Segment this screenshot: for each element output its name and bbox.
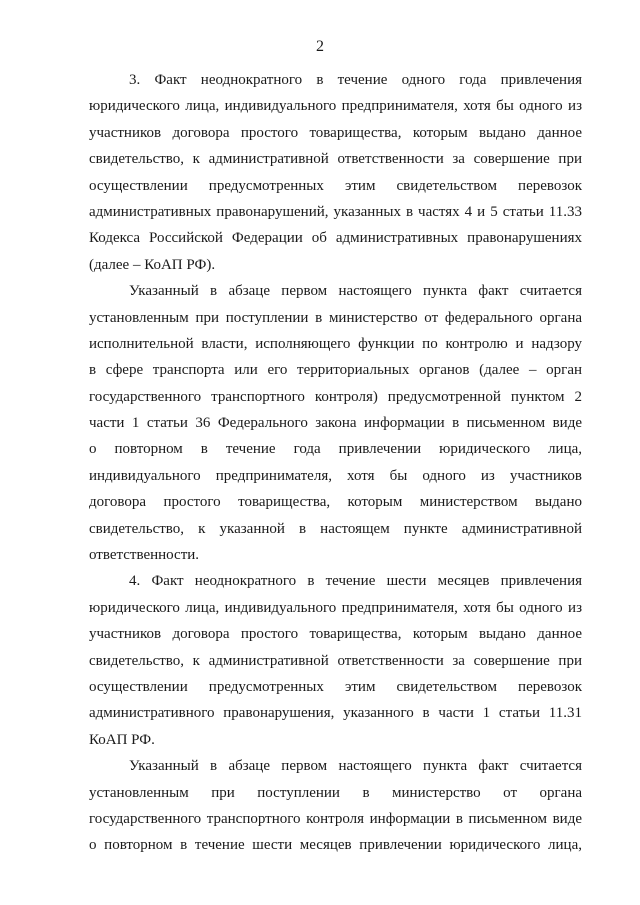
text-line: о повторном в течение шести месяцев привлечении юридического лица, [89, 837, 582, 854]
text-line: осуществлении предусмотренных этим свидетельством перевозок [89, 177, 582, 194]
text-line: о повторном в течение года привлечении юридического лица, [89, 441, 582, 458]
text-line: осуществлении предусмотренных этим свидетельством перевозок [89, 678, 582, 695]
text-line: 4. Факт неоднократного в течение шести месяцев привлечения [129, 573, 582, 590]
text-line: КоАП РФ. [89, 731, 155, 748]
text-line: свидетельство, к указанной в настоящем пункте административной [89, 520, 582, 537]
text-line: юридического лица, индивидуального предпринимателя, хотя бы одного из [89, 599, 582, 616]
paragraph-item-3 [89, 67, 582, 278]
text-line: 3. Факт неоднократного в течение одного года привлечения [129, 72, 582, 88]
paragraph-item-4-clarification [89, 753, 582, 859]
text-line: установленным при поступлении в министерство от федерального органа [89, 309, 582, 326]
text-line: участников договора простого товарищества, которым выдано данное [89, 626, 582, 643]
text-line: Указанный в абзаце первом настоящего пункта факт считается [129, 758, 582, 775]
text-line: договора простого товарищества, которым министерством выдано [89, 494, 582, 511]
text-line: установленным при поступлении в министерство от органа [89, 784, 582, 801]
document-body [89, 67, 582, 859]
text-line: юридического лица, индивидуального предпринимателя, хотя бы одного из [89, 98, 582, 115]
text-line: ответственности. [89, 547, 200, 564]
text-line: государственного транспортного контроля информации в письменном виде [89, 810, 582, 827]
text-line: свидетельство, к административной ответственности за совершение при [89, 151, 582, 168]
text-line: в сфере транспорта или его территориальных органов (далее – орган [89, 362, 582, 379]
text-line: части 1 статьи 36 Федерального закона информации в письменном виде [89, 415, 582, 432]
text-line: государственного транспортного контроля) предусмотренной пунктом 2 [89, 388, 582, 405]
text-line: административных правонарушений, указанных в частях 4 и 5 статьи 11.33 [89, 203, 582, 220]
text-line: индивидуального предпринимателя, хотя бы одного из участников [89, 467, 582, 484]
paragraph-item-3-clarification [89, 278, 582, 568]
text-line: исполнительной власти, исполняющего функции по контролю и надзору [89, 335, 582, 352]
text-line: Кодекса Российской Федерации об административных правонарушениях [89, 230, 582, 247]
text-line: Указанный в абзаце первом настоящего пункта факт считается [129, 283, 582, 300]
text-line: свидетельство, к административной ответственности за совершение при [89, 652, 582, 669]
text-line: (далее – КоАП РФ). [89, 256, 216, 273]
paragraph-item-4 [89, 568, 582, 753]
text-line: административного правонарушения, указанного в части 1 статьи 11.31 [89, 705, 582, 722]
page-number: 2 [316, 38, 324, 55]
text-line: участников договора простого товарищества, которым выдано данное [89, 124, 582, 141]
